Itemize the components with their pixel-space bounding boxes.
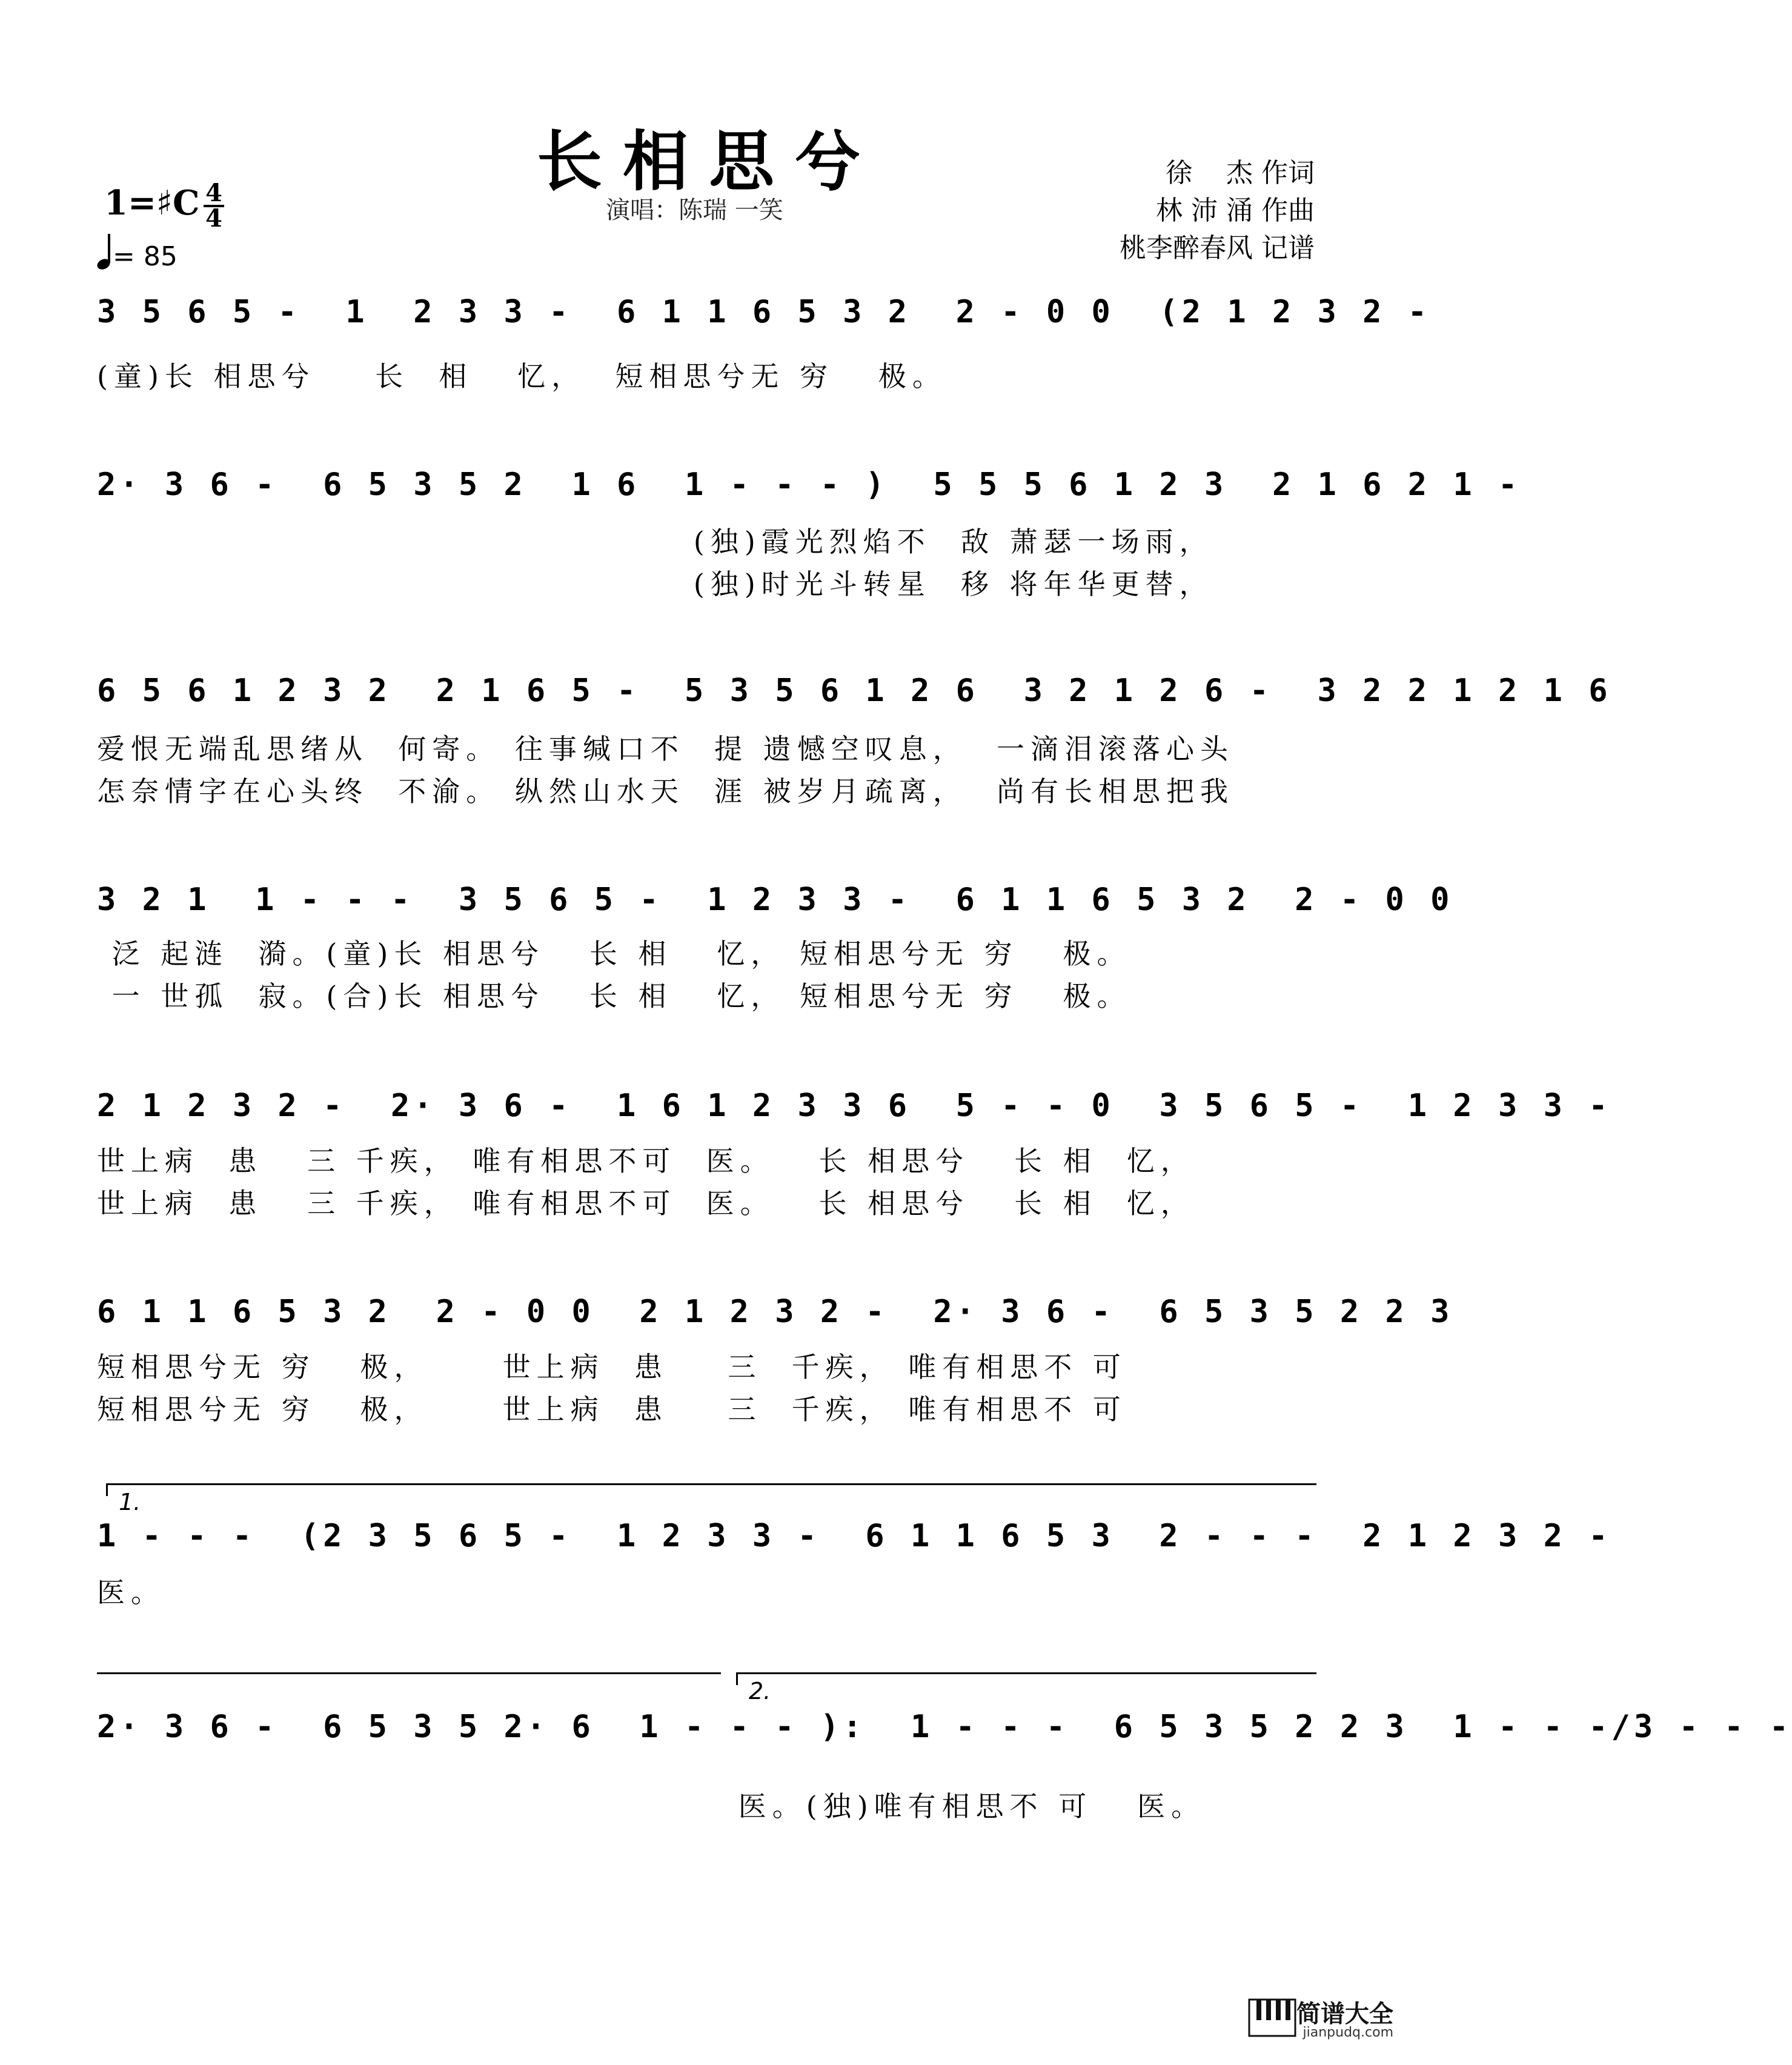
site-watermark xyxy=(1248,1992,1393,2047)
time-signature-bottom: 4 xyxy=(205,204,222,233)
composer: 林 沛 涌 作曲 xyxy=(1156,195,1315,226)
notation-line-8: 2· 3 6 - 6 5 3 5 2· 6 1 - - - ): 1 - - - 6 5 3 5 2 2 3 1 - - -/3 - - - xyxy=(97,1709,1792,1745)
lyric-line-5a: 世上病 患 三 千疾， 唯有相思不可 医。 长 相思兮 长 相 忆， xyxy=(97,1145,1195,1177)
song-title: 长相思兮 xyxy=(536,124,881,200)
notation-line-5: 2 1 2 3 2 - 2· 3 6 - 1 6 1 2 3 3 6 5 - - 0 3 5 6 5 - 1 2 3 3 - xyxy=(97,1088,1611,1124)
lyric-line-6b: 短相思兮无 穷 极， 世上病 患 三 千疾， 唯有相思不 可 xyxy=(97,1393,1127,1426)
lyric-line-8a: 医。(独)唯有相思不 可 医。 xyxy=(97,1790,1206,1823)
time-signature-top: 4 xyxy=(205,179,222,207)
lyric-line-2a: (独)霞光烈焰不 敌 萧瑟一场雨， xyxy=(97,525,1213,558)
tempo-value: = 85 xyxy=(113,241,178,272)
lyricist: 徐 杰 作词 xyxy=(1166,158,1315,188)
lyric-line-6a: 短相思兮无 穷 极， 世上病 患 三 千疾， 唯有相思不 可 xyxy=(97,1351,1127,1383)
second-ending-bracket xyxy=(736,1672,1316,1704)
lyric-line-3a: 爱恨无端乱思绪从 何寄。 往事缄口不 提 遗憾空叹息， 一滴泪滚落心头 xyxy=(97,733,1234,765)
first-ending-continuation xyxy=(97,1672,721,1674)
credits xyxy=(1120,155,1315,267)
tempo-marking xyxy=(97,236,178,272)
notation-line-1: 3 5 6 5 - 1 2 3 3 - 6 1 1 6 5 3 2 2 - 0 0 (2 1 2 3 2 - xyxy=(97,294,1431,330)
first-ending-label: 1. xyxy=(119,1489,141,1515)
notation-line-6: 6 1 1 6 5 3 2 2 - 0 0 2 1 2 3 2 - 2· 3 6 - 6 5 3 5 2 2 3 xyxy=(97,1294,1453,1330)
watermark-name: 简谱大全 xyxy=(1296,2000,1393,2028)
lyric-line-2b: (独)时光斗转星 移 将年华更替， xyxy=(97,568,1213,600)
first-ending-bracket xyxy=(106,1483,1316,1515)
performer: 演唱：陈瑞 一笑 xyxy=(606,196,783,224)
lyric-line-3b: 怎奈情字在心头终 不渝。 纵然山水天 涯 被岁月疏离， 尚有长相思把我 xyxy=(97,775,1234,808)
key-signature: 1=♯C xyxy=(104,183,200,223)
notation-line-7: 1 - - - (2 3 5 6 5 - 1 2 3 3 - 6 1 1 6 5 3 2 - - - 2 1 2 3 2 - xyxy=(97,1518,1611,1554)
lyric-line-5b: 世上病 患 三 千疾， 唯有相思不可 医。 长 相思兮 长 相 忆， xyxy=(97,1187,1195,1220)
watermark-url: jianpudq.com xyxy=(1303,2025,1393,2040)
time-signature xyxy=(204,179,224,233)
note-stem xyxy=(108,234,110,263)
lyric-line-7a: 医。 xyxy=(97,1576,165,1609)
notation-line-3: 6 5 6 1 2 3 2 2 1 6 5 - 5 3 5 6 1 2 6 3 2 1 2 6 - 3 2 2 1 2 1 6 xyxy=(97,673,1611,709)
lyric-line-1a: (童)长 相思兮 长 相 忆， 短相思兮无 穷 极。 xyxy=(97,360,946,393)
notation-line-4: 3 2 1 1 - - - 3 5 6 5 - 1 2 3 3 - 6 1 1 6 5 3 2 2 - 0 0 xyxy=(97,882,1453,918)
second-ending-label: 2. xyxy=(749,1678,771,1704)
lyric-line-4a: 泛 起涟 漪。(童)长 相思兮 长 相 忆， 短相思兮无 穷 极。 xyxy=(97,937,1131,970)
lyric-line-4b: 一 世孤 寂。(合)长 相思兮 长 相 忆， 短相思兮无 穷 极。 xyxy=(97,980,1131,1013)
piano-keys-icon xyxy=(1248,1996,1296,2038)
notation-line-2: 2· 3 6 - 6 5 3 5 2 1 6 1 - - - ) 5 5 5 6 1 2 3 2 1 6 2 1 - xyxy=(97,467,1521,503)
transcriber: 桃李醉春风 记谱 xyxy=(1120,233,1315,264)
